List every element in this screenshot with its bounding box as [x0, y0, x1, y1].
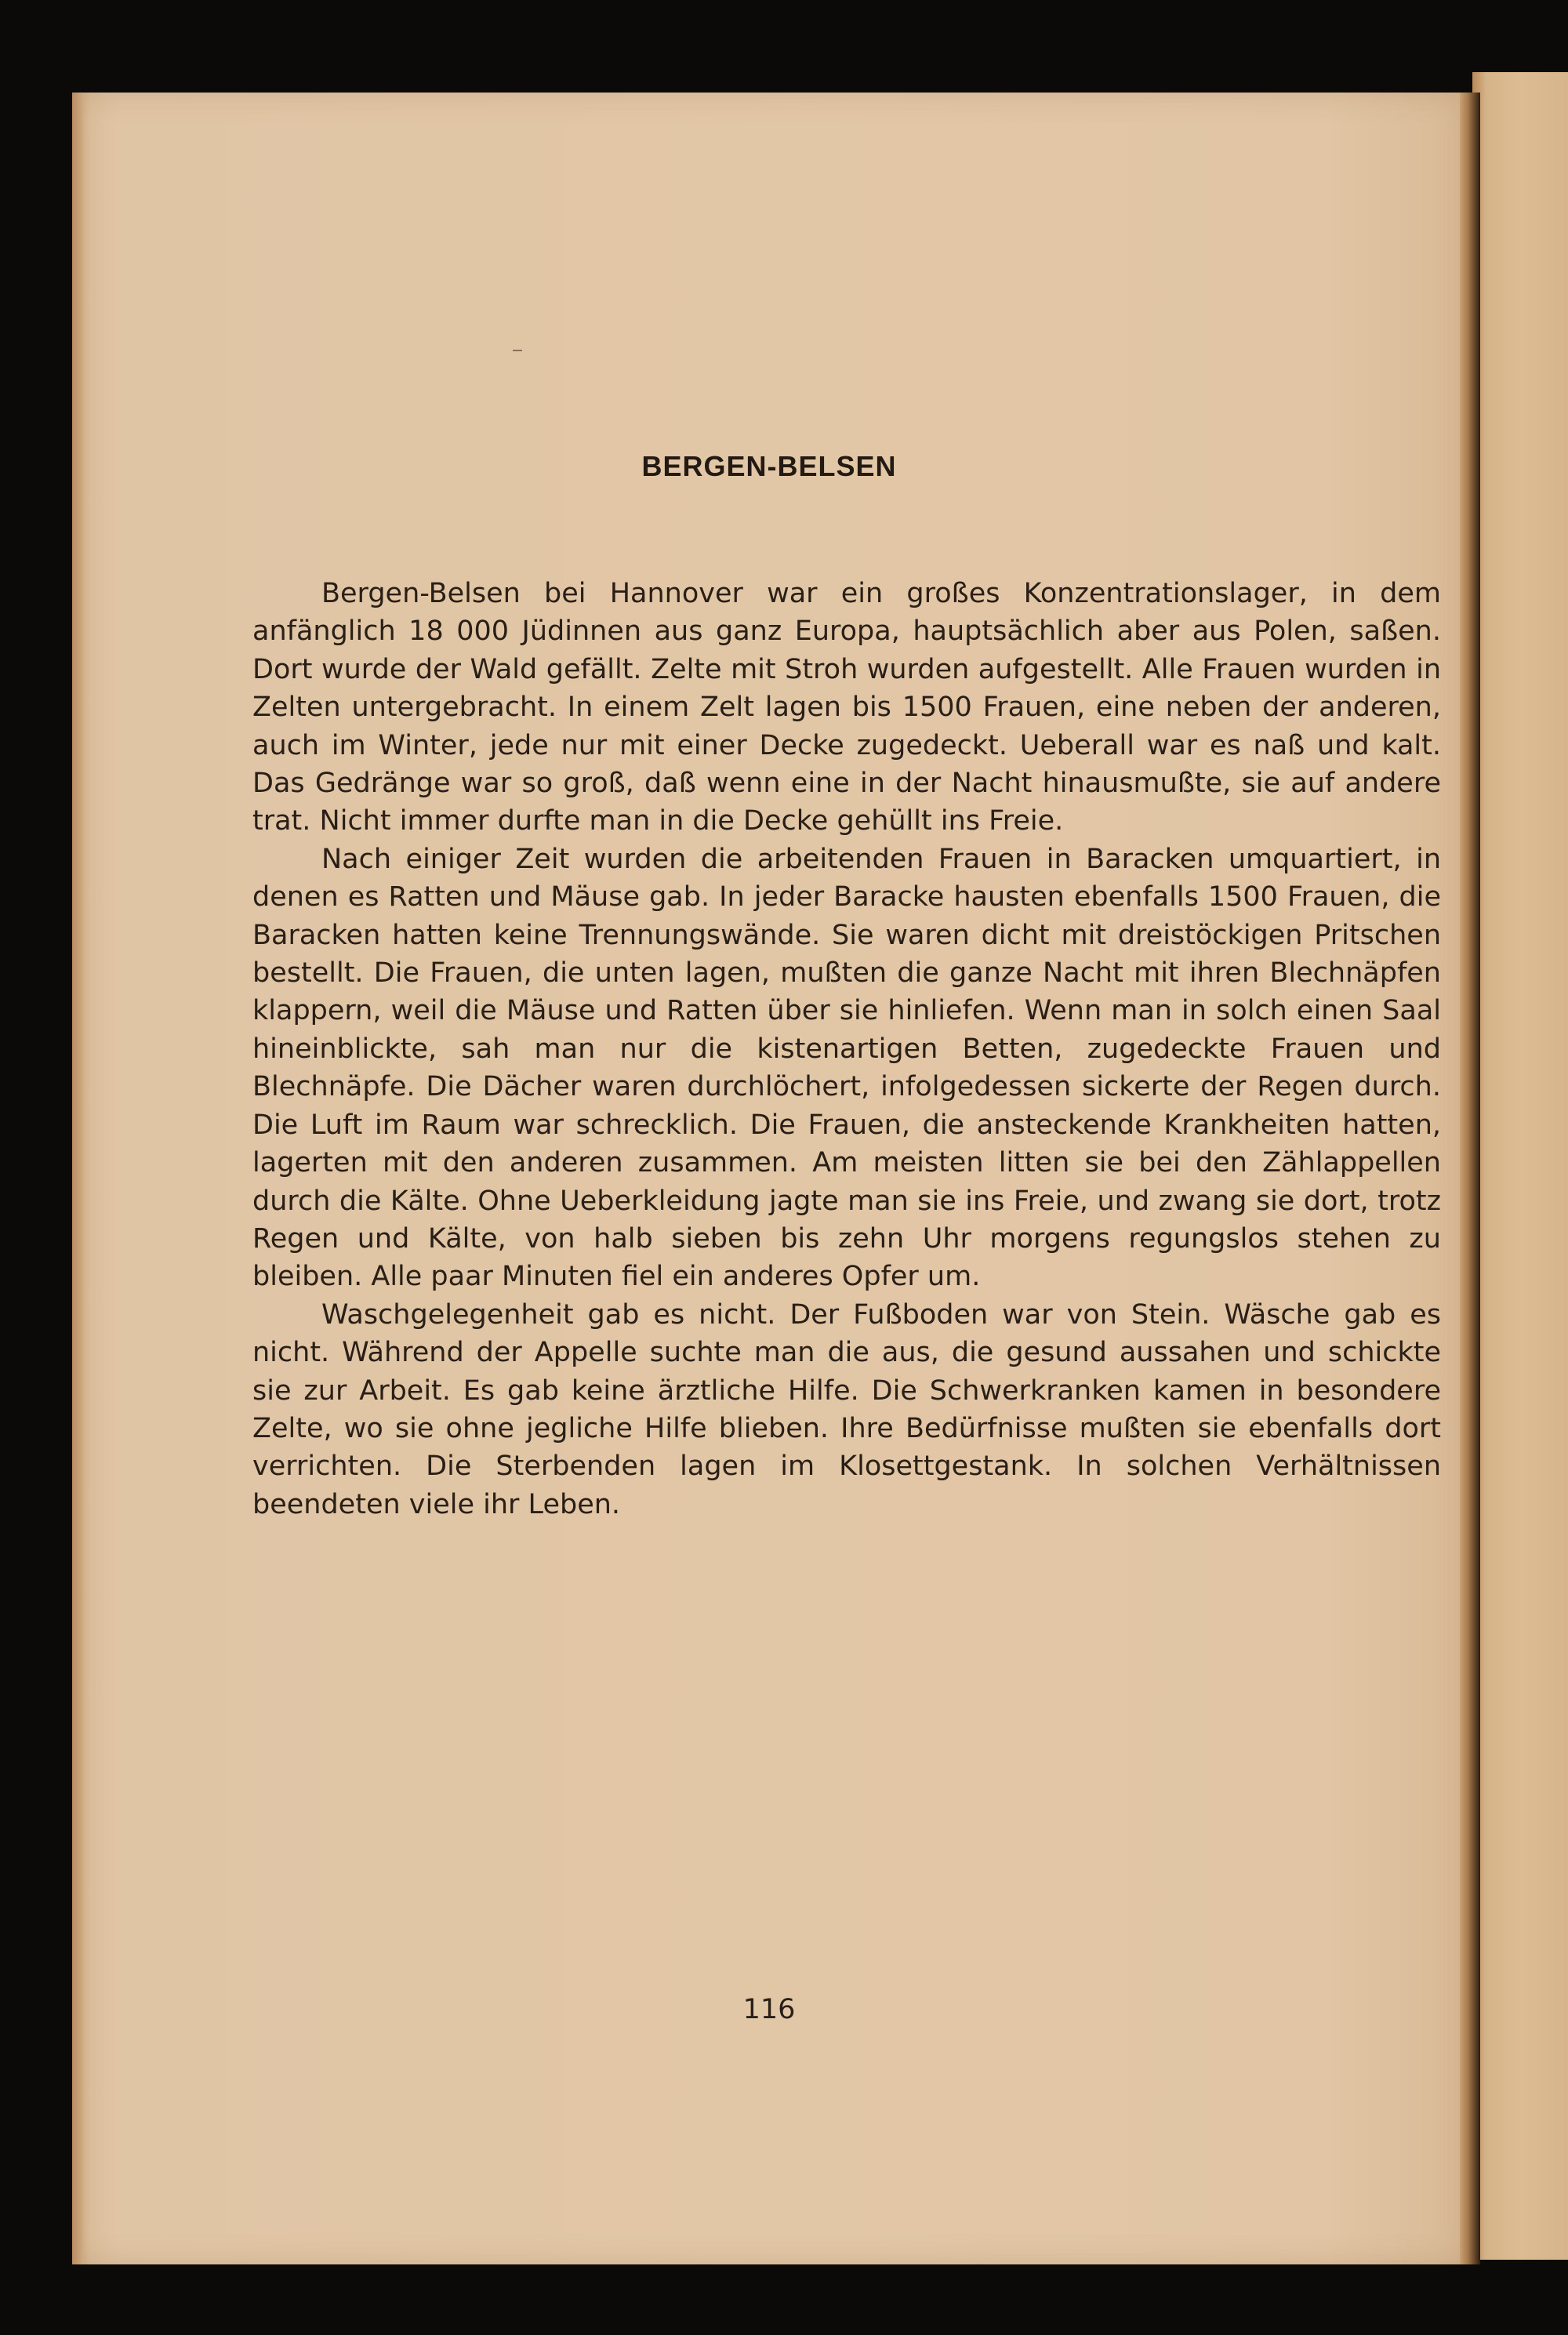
page-left-edge: [72, 93, 83, 2264]
paper-speck: [513, 350, 522, 351]
book-spine-edge: [1460, 93, 1480, 2264]
body-text: [252, 575, 1441, 1523]
paragraph: Waschgelegenheit gab es nicht. Der Fußboden war von Stein. Wäsche gab es nicht. Während der Appelle suchte man die aus, die gesund aussahen und schickte sie zur Arbeit. Es gab keine ärztliche Hilfe. Die Schwerkranken kamen in besondere Zelte, wo sie ohne jegliche Hilfe blieben. Ihre Bedürfnisse mußten sie ebenfalls dort verrichten. Die Sterbenden lagen im Klosettgestank. In solchen Verhältnissen beendeten viele ihr Leben.: [252, 1298, 1441, 1520]
book-page: [72, 93, 1466, 2264]
paragraph: Nach einiger Zeit wurden die arbeitenden Frauen in Baracken umquartiert, in denen es Ratten und Mäuse gab. In jeder Baracke hausten ebenfalls 1500 Frauen, die Baracken hatten keine Trennungswände. Sie waren dicht mit dreistöckigen Pritschen bestellt. Die Frauen, die unten lagen, mußten die ganze Nacht mit ihren Blechnäpfen klappern, weil die Mäuse und Ratten über sie hinliefen. Wenn man in solch einen Saal hineinblickte, sah man nur die kistenartigen Betten, zugedeckte Frauen und Blechnäpfe. Die Dächer waren durchlöchert, infolgedessen sickerte der Regen durch. Die Luft im Raum war schrecklich. Die Frauen, die ansteckende Krankheiten hatten, lagerten mit den anderen zusammen. Am meisten litten sie bei den Zählappellen durch die Kälte. Ohne Ueberkleidung jagte man sie ins Freie, und zwang sie dort, trotz Regen und Kälte, von halb sieben bis zehn Uhr morgens regungslos stehen zu bleiben. Alle paar Minuten fiel ein anderes Opfer um.: [252, 843, 1441, 1293]
paragraph: Bergen-Belsen bei Hannover war ein großes Konzentrationslager, in dem anfänglich 18 000 Jüdinnen aus ganz Europa, hauptsächlich aber aus Polen, saßen. Dort wurde der Wald gefällt. Zelte mit Stroh wurden aufgestellt. Alle Frauen wurden in Zelten untergebracht. In einem Zelt lagen bis 1500 Frauen, eine neben der anderen, auch im Winter, jede nur mit einer Decke zugedeckt. Ueberall war es naß und kalt. Das Gedränge war so groß, daß wenn eine in der Nacht hinausmußte, sie auf andere trat. Nicht immer durfte man in die Decke gehüllt ins Freie.: [252, 578, 1441, 837]
chapter-title: BERGEN-BELSEN: [641, 450, 897, 482]
page-number: 116: [742, 1994, 796, 2025]
adjacent-page: [1472, 72, 1568, 2260]
